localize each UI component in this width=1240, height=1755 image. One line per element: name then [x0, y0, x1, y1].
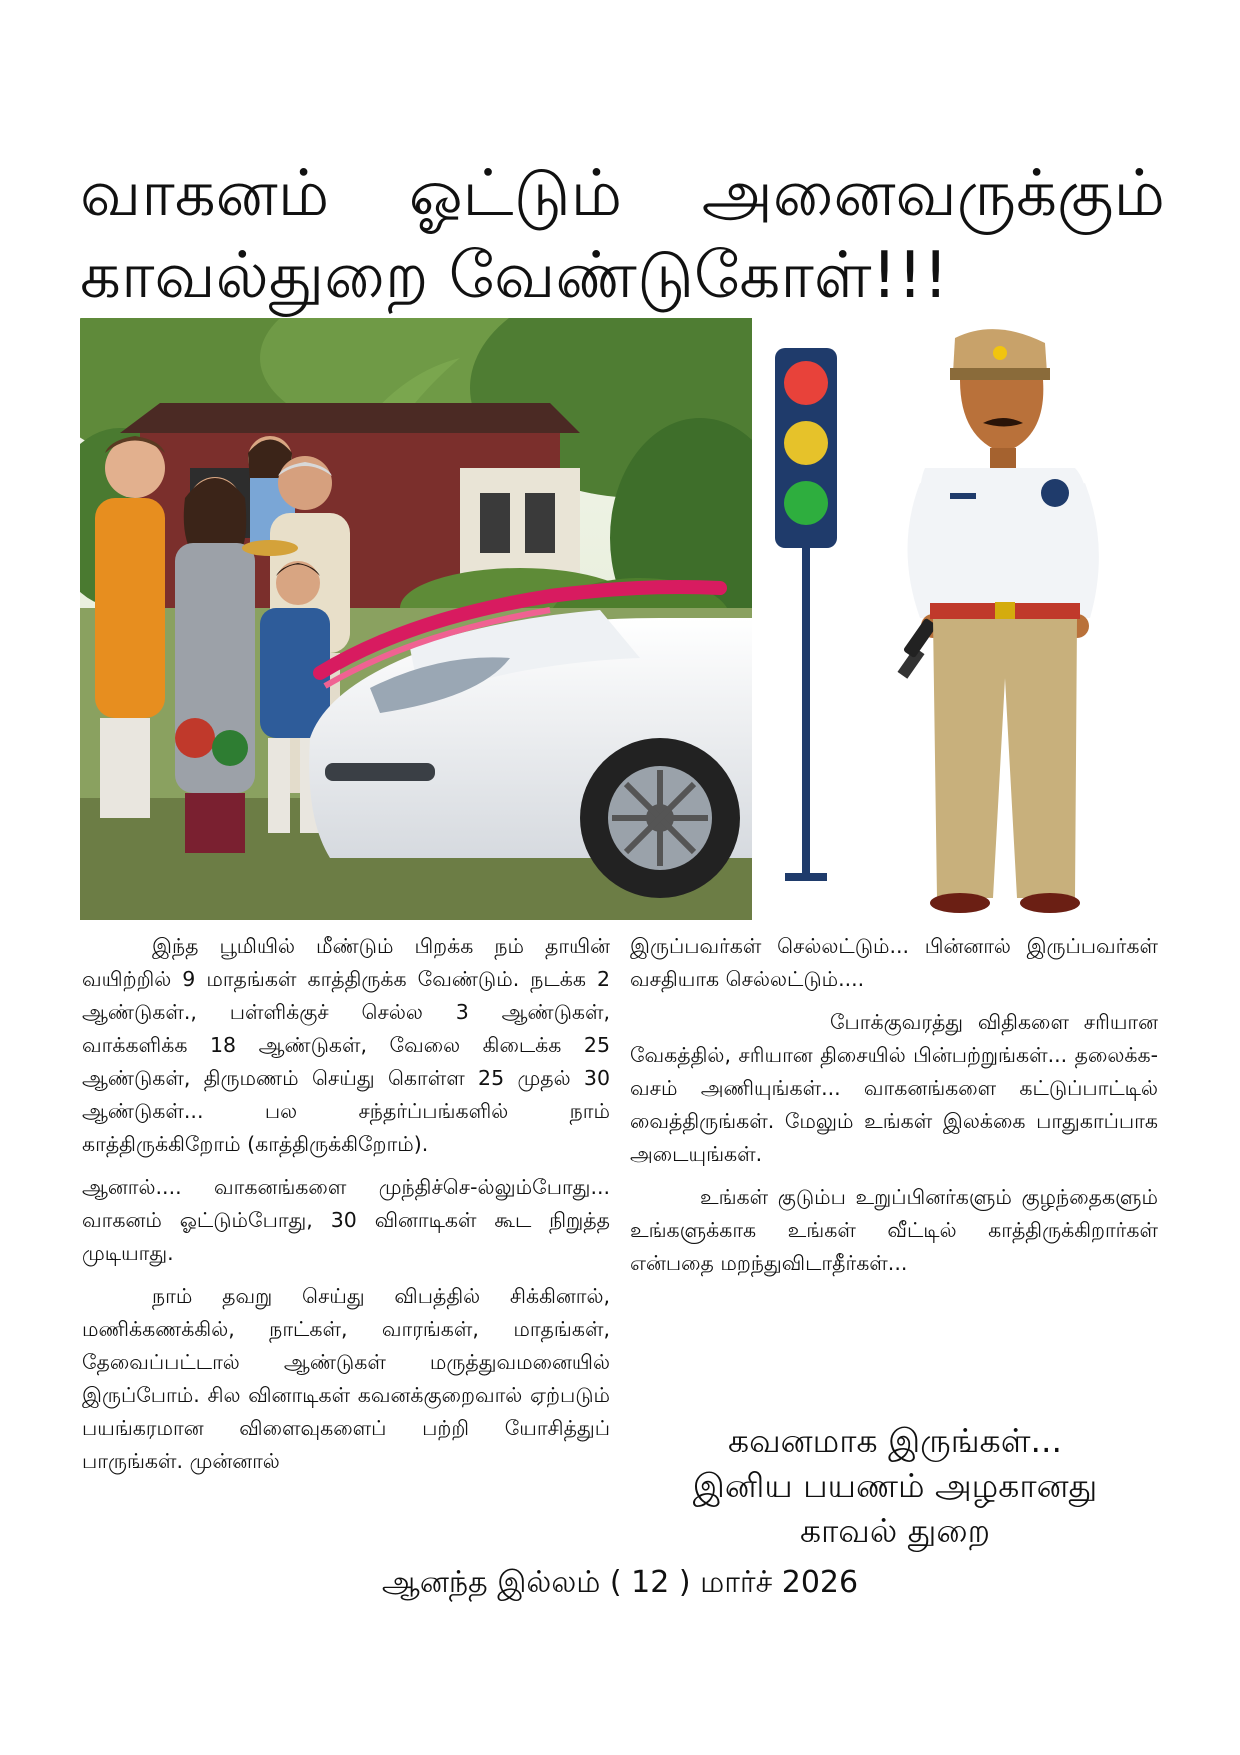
closing-line-3: காவல் துறை — [799, 1511, 991, 1550]
closing-line-2: இனிய பயணம் அழகானது — [692, 1466, 1098, 1505]
article-paragraph: இருப்பவர்கள் செல்லட்டும்... பின்னால் இருப்பவர்கள் வசதியாக செல்லட்டும்.... — [630, 934, 1158, 991]
article-paragraph: போக்குவரத்து விதிகளை சரியான வேகத்தில், சரியான திசையில் பின்பற்றுங்கள்... தலைக்க-வசம் அணியுங்கள்... வாகனங்களை கட்டுப்பாட்டில் வைத்திருங்கள். மேலும் உங்கள் இலக்கை பாதுகாப்பாக அடையுங்கள். — [630, 1010, 1158, 1166]
signal-red-light — [784, 361, 828, 405]
police-signal-photo — [755, 318, 1164, 920]
signal-green-light — [784, 481, 828, 525]
article-left-column — [82, 930, 610, 1488]
article-paragraph: இந்த பூமியில் மீண்டும் பிறக்க நம் தாயின் வயிற்றில் 9 மாதங்கள் காத்திருக்க வேண்டும். நடக்க 2 ஆண்டுகள்., பள்ளிக்குச் செல்ல 3 ஆண்டுகள், வாக்களிக்க 18 ஆண்டுகள், வேலை கிடைக்க 25 ஆண்டுகள், திருமணம் செய்து கொள்ள 25 முதல் 30 ஆண்டுகள்... பல சந்தர்ப்பங்களில் நாம் காத்திருக்கிறோம் (காத்திருக்கிறோம்). — [82, 934, 610, 1156]
article-right-column — [630, 930, 1158, 1290]
headline-line-1: வாகனம் ஓட்டும் அனைவருக்கும் — [80, 157, 1165, 231]
article-paragraph: நாம் தவறு செய்து விபத்தில் சிக்கினால், மணிக்கணக்கில், நாட்கள், வாரங்கள், மாதங்கள், தேவைப்பட்டால் ஆண்டுகள் மருத்துவமனையில் இருப்போம். சில வினாடிகள் கவனக்குறைவால் ஏற்படும் பயங்கரமான விளைவுகளைப் பற்றி யோசித்துப் பாருங்கள். முன்னால் — [82, 1284, 610, 1473]
closing-line-1: கவனமாக இருங்கள்... — [727, 1421, 1063, 1460]
signal-yellow-light — [784, 421, 828, 465]
article-paragraph: உங்கள் குடும்ப உறுப்பினர்களும் குழந்தைகளும் உங்களுக்காக உங்கள் வீட்டில் காத்திருக்கிறார்கள் என்பதை மறந்துவிடாதீர்கள்... — [630, 1185, 1158, 1275]
article-paragraph: ஆனால்.... வாகனங்களை முந்திச்செ-ல்லும்போது... வாகனம் ஓட்டும்போது, 30 வினாடிகள் கூட நிறுத்த முடியாது. — [82, 1175, 610, 1265]
closing-message — [630, 1418, 1160, 1553]
traffic-police-illustration — [755, 318, 1164, 920]
headline-line-2: காவல்துறை வேண்டுகோள்!!! — [80, 239, 949, 313]
page-footer: ஆனந்த இல்லம் ( 12 ) மார்ச் 2026 — [381, 1565, 859, 1600]
family-car-illustration — [80, 318, 752, 920]
family-car-photo — [80, 318, 752, 920]
